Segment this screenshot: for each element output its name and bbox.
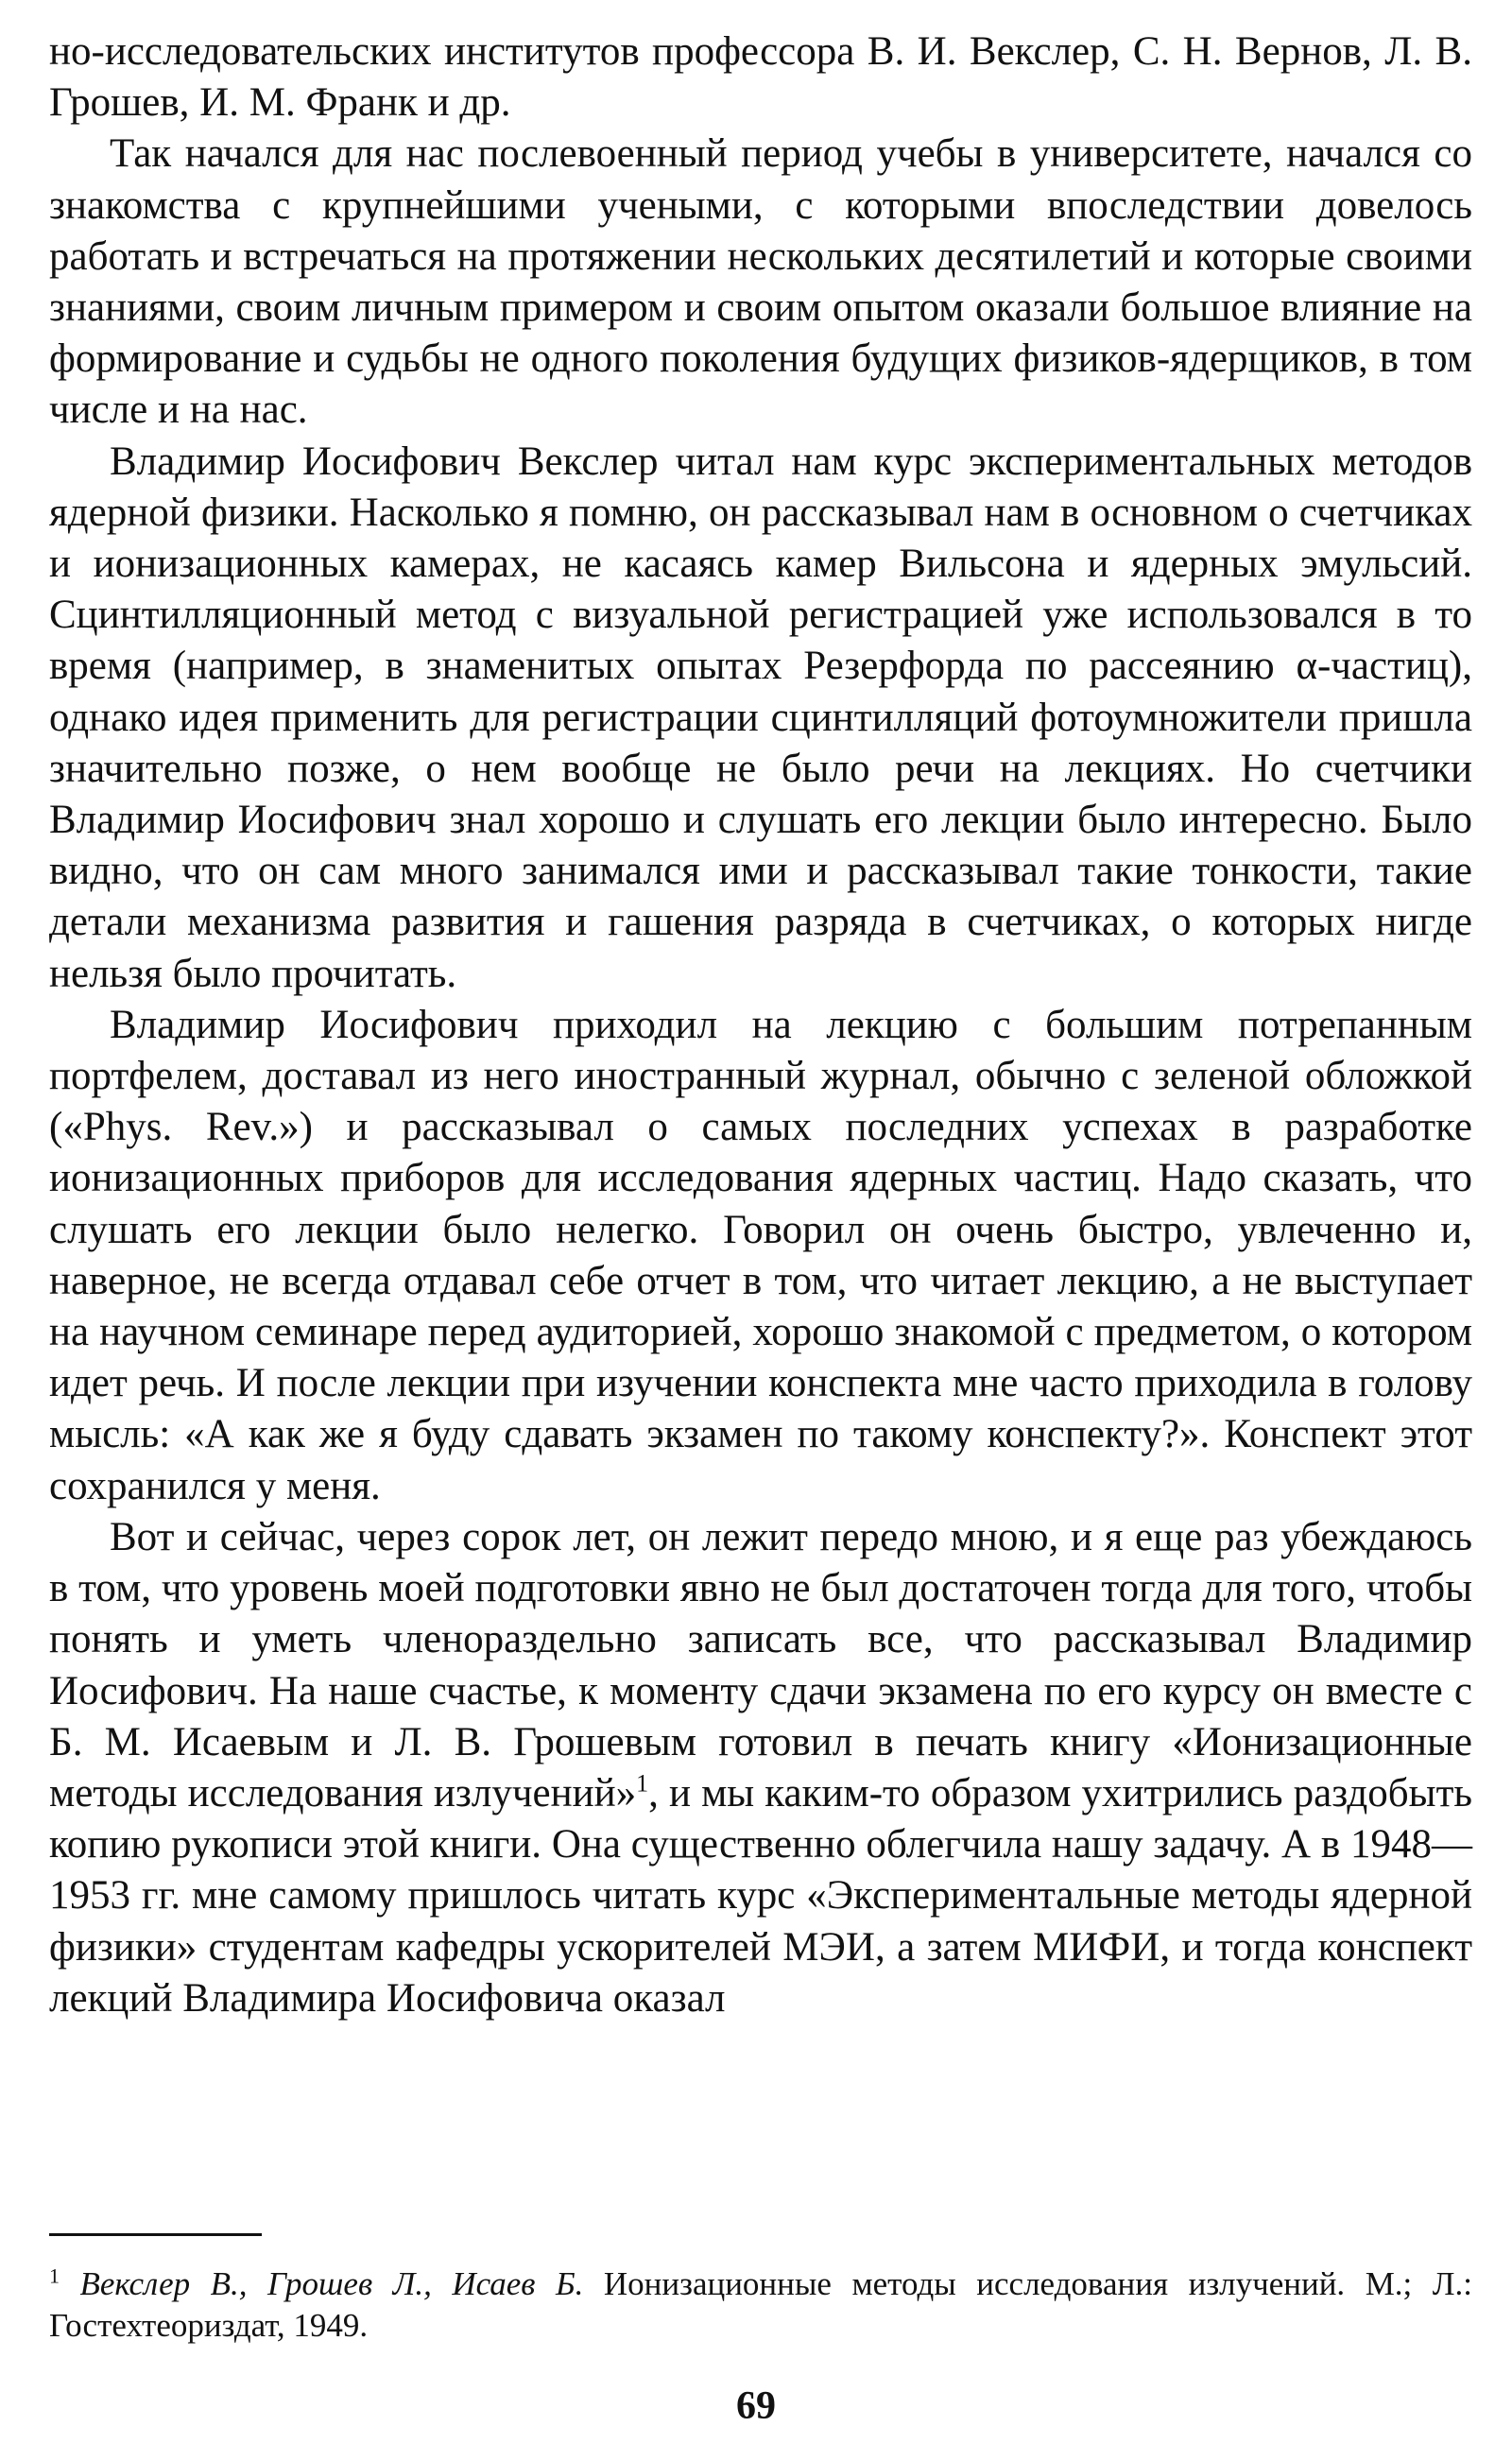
footnote-authors: Векслер В., Грошев Л., Исаев Б. (79, 2265, 584, 2302)
footnote-1 (49, 2263, 1472, 2347)
page-number: 69 (736, 2384, 776, 2428)
paragraph-5-text-before-note: Вот и сейчас, через сорок лет, он лежит передо мною, и я еще раз убеждаюсь в том, что уровень моей подготовки явно не был достаточен тогда для того, чтобы понять и уметь членораздельно записать все, что рассказывал Владимир Иосифович. На наше счастье, к моменту сдачи экзамена по его курсу он вместе с Б. М. Исаевым и Л. В. Грошевым готовил в печать книгу «Ионизационные методы исследования излучений» (49, 1514, 1472, 1816)
paragraph-5 (49, 1512, 1472, 2024)
footnote-mark: 1 (49, 2263, 60, 2288)
main-text-block (49, 26, 1472, 2024)
footnote-text: Ионизационные методы исследования излучений. М.; Л.: Гостехтеориздат, 1949. (49, 2265, 1472, 2344)
paragraph-3: Владимир Иосифович Векслер читал нам курс экспериментальных методов ядерной физики. Насколько я помню, он рассказывал нам в основном о счетчиках и ионизационных камерах, не касаясь камер Вильсона и ядерных эмульсий. Сцинтилляционный метод с визуальной регистрацией уже использовался в то время (например, в знаменитых опытах Резерфорда по рассеянию α-частиц), однако идея применить для регистрации сцинтилляций фотоумножители пришла значительно позже, о нем вообще не было речи на лекциях. Но счетчики Владимир Иосифович знал хорошо и слушать его лекции было интересно. Было видно, что он сам много занимался ими и рассказывал такие тонкости, такие детали механизма развития и гашения разряда в счетчиках, о которых нигде нельзя было прочитать. (49, 439, 1472, 996)
footnote-block (49, 2263, 1472, 2347)
paragraph-5-text-after-note: , и мы каким-то образом ухитрились раздобыть копию рукописи этой книги. Она существенно облегчила нашу задачу. А в 1948—1953 гг. мне самому пришлось читать курс «Экспериментальные методы ядерной физики» студентам кафедры ускорителей МЭИ, а затем МИФИ, и тогда конспект лекций Владимира Иосифовича оказал (49, 1770, 1472, 2021)
footnote-reference-mark: 1 (636, 1769, 649, 1798)
paragraph-2: Так начался для нас послевоенный период учебы в университете, начался со знакомства с крупнейшими учеными, с которыми впоследствии довелось работать и встречаться на протяжении нескольких десятилетий и которые своими знаниями, своим личным примером и своим опытом оказали большое влияние на формирование и судьбы не одного поколения будущих физиков-ядерщиков, в том числе и на нас. (49, 131, 1472, 433)
paragraph-4: Владимир Иосифович приходил на лекцию с большим потрепанным портфелем, доставал из него иностранный журнал, обычно с зеленой обложкой («Phys. Rev.») и рассказывал о самых последних успехах в разработке ионизационных приборов для исследования ядерных частиц. Надо сказать, что слушать его лекции было нелегко. Говорил он очень быстро, увлеченно и, наверное, не всегда отдавал себе отчет в том, что читает лекцию, а не выступает на научном семинаре перед аудиторией, хорошо знакомой с предметом, о котором идет речь. И после лекции при изучении конспекта мне часто приходила в голову мысль: «А как же я буду сдавать экзамен по такому конспекту?». Конспект этот сохранился у меня. (49, 1002, 1472, 1508)
paragraph-1-continuation: но-исследовательских институтов профессора В. И. Векслер, С. Н. Вернов, Л. В. Грошев, И. М. Франк и др. (49, 29, 1472, 126)
footnote-divider (49, 2233, 262, 2236)
